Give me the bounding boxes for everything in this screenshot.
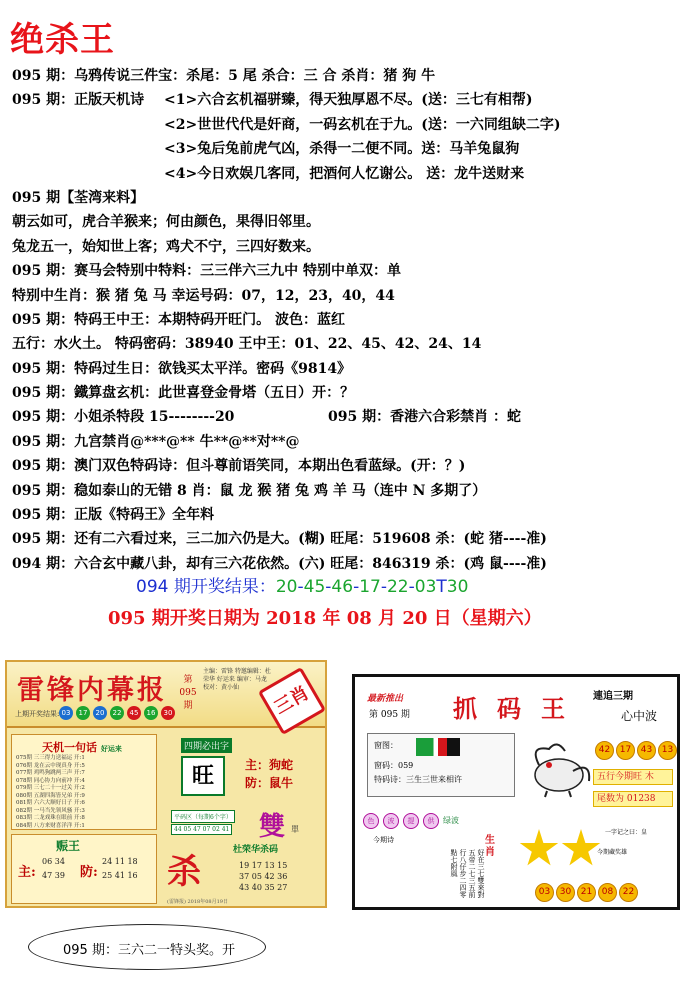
speech-bubble <box>28 924 266 970</box>
tip-text: 五行：水火土。 特码密码：38940 王中王：01、22、45、42、24、14 <box>12 336 482 353</box>
tip-line <box>12 186 682 210</box>
bottom-numbers <box>535 883 638 902</box>
single-character: 單 <box>291 825 299 834</box>
poster-issue: 第 095 期 <box>369 710 410 720</box>
prev-result-balls <box>59 706 175 720</box>
tip-line <box>12 479 682 503</box>
poster-title: 抓码王 <box>453 694 585 723</box>
number-ball: 03 <box>535 883 554 902</box>
result-number: 20 <box>275 577 298 597</box>
four-issue-title: 四期必出字 <box>181 738 232 753</box>
tip-text: 095 期：赛马会特别中特料：三三伴六三九中 特别中单双：单 <box>12 263 401 280</box>
tip-text: 095 期：乌鸦传说三件宝：杀尾：5 尾 杀合：三 合 杀肖：猪 狗 牛 <box>12 68 436 84</box>
number-ball: 42 <box>595 741 614 760</box>
poem-label: 今期诗 <box>373 836 394 844</box>
draw-result <box>136 572 468 597</box>
fang-numbers: 25 41 16 <box>102 871 138 880</box>
poem-text: <2>世世代代是奸商，一码玄机在于九。(送：一六同组缺二字) <box>164 116 561 133</box>
prev-result-label: 上期开奖结果: <box>15 710 60 718</box>
tip-text: 095 期：还有二六看过来，三二加六仍是大。(糊) 旺尾：519608 杀：(蛇 猪----准) <box>12 531 547 548</box>
tianji-row: 084期 八方来财喜洋洋 开:1 <box>16 822 85 829</box>
number-ball: 30 <box>556 883 575 902</box>
tip-line <box>12 210 682 234</box>
tianji-row: 077期 鸡鸣狗跳两三声 开:7 <box>16 770 85 776</box>
result-number: 46 <box>331 577 354 597</box>
kill-code-numbers <box>239 860 287 893</box>
tip-line <box>12 284 682 308</box>
tips-list <box>12 64 682 576</box>
fang-label: 防: <box>80 865 98 880</box>
number-ball: 16 <box>144 706 158 720</box>
poem-text: <4>今日欢娱几客同，把酒何人忆谢公。 送：龙牛送财来 <box>164 165 525 182</box>
tianji-row: 083期 二龙戏珠在眼前 开:8 <box>16 815 85 821</box>
color-ribbon <box>363 813 459 829</box>
tail-numbers: 尾数为 01238 <box>593 791 673 807</box>
tip-text: 095 期：正版《特码王》全年料 <box>12 507 215 524</box>
tip-text: 095 期：九宫禁肖@***@** 牛**@**对**@ <box>12 433 300 450</box>
number-ball: 17 <box>616 741 635 760</box>
ribbon-char: 色 <box>363 813 379 829</box>
result-number: 17 <box>359 577 381 597</box>
tip-text: 095 期：澳门双色特码诗：但斗尊前语笑同，本期出色看蓝绿。(开：？) <box>12 458 466 475</box>
tianji-row: 080期 五湖四海皆兄弟 开:9 <box>16 792 85 799</box>
tip-text: 095 期：稳如泰山的无错 8 肖：鼠 龙 猴 猪 兔 鸡 羊 马（连中 N 多期了） <box>12 482 487 499</box>
window-graphic <box>416 738 460 756</box>
poem-text: <3>兔后兔前虎气凶，杀得一二便不同。送：马羊兔鼠狗 <box>164 141 520 158</box>
stamp-seal: 三肖 <box>258 667 326 735</box>
tip-line <box>12 64 682 88</box>
poster-header <box>7 662 325 728</box>
result-sep: - <box>408 577 415 597</box>
result-special-number: 30 <box>446 577 469 597</box>
zhuama-poster <box>352 674 680 910</box>
new-release-label: 最新推出 <box>367 694 404 704</box>
fang-numbers: 24 11 18 <box>102 857 138 866</box>
number-ball: 17 <box>76 706 90 720</box>
tip-line <box>12 308 682 332</box>
number-ball: 08 <box>598 883 617 902</box>
result-sep: - <box>353 577 360 597</box>
tip-line <box>12 430 682 454</box>
page-title: 绝杀王 <box>10 20 115 60</box>
ribbon-char: 供 <box>423 813 439 829</box>
rooster-illustration-icon <box>519 735 597 799</box>
poster-issue: 第095期 <box>179 675 197 711</box>
poster-right-panel <box>163 734 323 904</box>
star-icon <box>561 829 601 869</box>
number-ball: 45 <box>127 706 141 720</box>
tip-line <box>12 405 682 429</box>
number-ball: 21 <box>577 883 596 902</box>
window-label: 窗图： <box>374 741 398 750</box>
result-number: 45 <box>303 577 326 597</box>
poster-credits: 主编：雷锋 特邀编辑：杜荣华 好运来 编审：马龙 校对：黄小仙 <box>203 668 271 691</box>
tip-text: 095 期【荃湾来料】 <box>12 189 145 206</box>
leifeng-poster <box>5 660 327 908</box>
result-number: 22 <box>386 577 409 597</box>
number-ball: 43 <box>637 741 656 760</box>
tip-text: 095 期：特码过生日：欲钱买太平洋。密码《9814》 <box>12 360 352 377</box>
tip-line <box>12 88 682 112</box>
result-sep: - <box>380 577 387 597</box>
tianji-sub: 好运来 <box>100 744 122 753</box>
tip-line <box>12 503 682 527</box>
issue-poem: 好在三七雙來對五帝二七三五前行八仔步二四零點七附風 <box>450 849 485 898</box>
tip-text: 095 期：特码王中王：本期特码开旺门。 波色：蓝红 <box>12 311 345 328</box>
tip-line <box>12 332 682 356</box>
ribbon-char: 提 <box>403 813 419 829</box>
tianji-row: 075期 三三得力送福运 开:1 <box>16 755 85 761</box>
zhen-box <box>11 834 157 904</box>
tip-line <box>12 113 682 137</box>
number-ball: 20 <box>93 706 107 720</box>
tianji-row: 082期 一马当先领风骚 开:3 <box>16 807 85 814</box>
zhu-numbers: 06 34 <box>42 857 65 866</box>
kill-code-row: 19 17 13 15 <box>239 861 288 870</box>
tip-line <box>12 357 682 381</box>
zodiac-label: 生肖 <box>485 835 495 858</box>
zhu-label: 主: <box>18 865 36 880</box>
poem-text: <1>六合玄机福骈臻，得天独厚恩不尽。(送：三七有相帮) <box>164 92 533 109</box>
tip-text: 兔龙五一，始知世上客；鸡犬不宁，三四好数来。 <box>12 238 320 255</box>
result-special-t: T <box>436 577 447 597</box>
ribbon-char: 波 <box>383 813 399 829</box>
result-number: 03 <box>414 577 437 597</box>
window-image-box <box>367 733 515 797</box>
prize-hint: 今期藏奖雄 <box>597 849 628 856</box>
key-character: 旺 <box>181 756 225 796</box>
pingma-numbers: 44 05 47 07 02 41 <box>171 824 232 835</box>
tip-line <box>12 235 682 259</box>
five-elements: 五行今期旺 木 <box>593 769 673 785</box>
number-ball: 03 <box>59 706 73 720</box>
number-ball: 30 <box>161 706 175 720</box>
fang-zodiac: 防：鼠牛 <box>245 776 294 790</box>
chase-label: 連追三期 <box>593 691 633 702</box>
kill-code-row: 43 40 35 27 <box>239 883 288 892</box>
number-ball: 22 <box>110 706 124 720</box>
poster-footer: (雷锋报) 2018年08月19日 <box>167 899 228 905</box>
zhu-numbers: 47 39 <box>42 871 65 880</box>
tip-text: 095 期：正版天机诗 <box>12 92 145 109</box>
special-code-poem: 特码诗：三生三世来相许 <box>374 775 462 784</box>
result-sep: - <box>297 577 304 597</box>
window-code: 窗码：059 <box>374 761 414 770</box>
tip-line <box>12 259 682 283</box>
kill-code-row: 37 05 42 36 <box>239 872 288 881</box>
tianji-row: 078期 同心协力向前冲 开:4 <box>16 777 85 784</box>
ribbon-tail: 绿波 <box>443 816 459 825</box>
tianji-title: 天机一句话 好运来 <box>42 741 122 754</box>
poster-brand: 雷锋内幕报 <box>17 675 167 706</box>
tianji-row: 079期 三七二十一过关 开:2 <box>16 785 85 791</box>
tip-line <box>12 527 682 551</box>
zhen-title: 赈王 <box>56 839 81 853</box>
wave-label: 心中波 <box>621 709 658 723</box>
tianji-row: 081期 六六大顺好日子 开:6 <box>16 800 85 806</box>
tip-text: 094 期：六合玄中藏八卦，却有三六花依然。(六) 旺尾：846319 杀：(鸡 鼠----准) <box>12 555 547 572</box>
tip-text: 特别中生肖：猴 猪 兔 马 幸运号码：07，12，23，40，44 <box>12 287 395 304</box>
tip-line <box>12 162 682 186</box>
hot-numbers <box>595 741 677 760</box>
tip-text: 095 期：鐵算盘玄机：此世喜登金骨塔（五日）开：？ <box>12 385 355 402</box>
one-word-hint: 一字记之曰：皇 <box>605 829 648 836</box>
number-ball: 22 <box>619 883 638 902</box>
result-sep: - <box>325 577 332 597</box>
kill-character: 杀 <box>167 852 201 892</box>
draw-date: 095 期开奖日期为 2018 年 08 月 20 日（星期六） <box>108 608 542 629</box>
tianji-rows <box>16 755 154 830</box>
tip-line <box>12 381 682 405</box>
tip-line <box>12 454 682 478</box>
draw-result-label: 094 期开奖结果： <box>136 577 276 597</box>
tianji-box <box>11 734 157 830</box>
kill-code-title: 杜荣华杀码 <box>233 845 279 855</box>
double-character: 雙 <box>259 812 286 842</box>
zhu-zodiac: 主：狗蛇 <box>245 758 294 772</box>
tip-text-right: 095 期：香港六合彩禁肖 ：蛇 <box>328 409 521 426</box>
pingma-label: 平码区（每期6个字） <box>171 810 235 823</box>
tip-text: 095 期：小姐杀特段 15--------20 <box>12 409 235 426</box>
star-icon <box>519 829 559 869</box>
speech-bubble-text: 095 期：三六二一特头奖。开 <box>63 943 235 958</box>
number-ball: 13 <box>658 741 677 760</box>
tip-text: 朝云如可，虎合羊猴来；何由颜色，果得旧邻里。 <box>12 214 320 231</box>
tip-line <box>12 137 682 161</box>
tianji-row: 076期 龙在云中现真身 开:5 <box>16 762 85 769</box>
